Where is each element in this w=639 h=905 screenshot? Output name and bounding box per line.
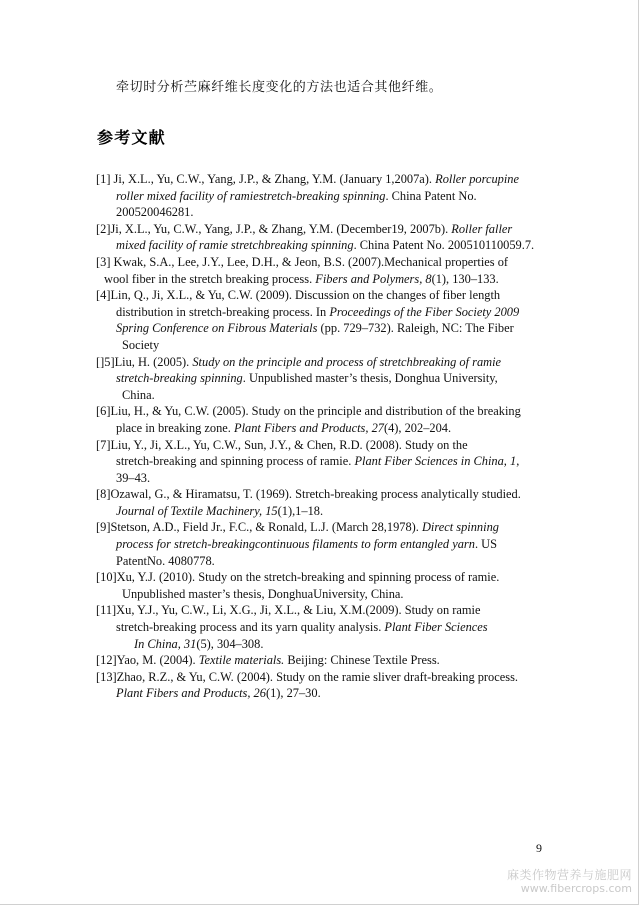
reference-8: [8]Ozawal, G., & Hiramatsu, T. (1969). Stretch-breaking process analytically studied. Journal of Textile Machinery, 15(1),1–18. xyxy=(96,487,521,518)
reference-10: [10]Xu, Y.J. (2010). Study on the stretch-breaking and spinning process of ramie. Unpublished master’s thesis, DonghuaUniversity, China. xyxy=(96,570,500,601)
reference-3: [3] Kwak, S.A., Lee, J.Y., Lee, D.H., & Jeon, B.S. (2007).Mechanical properties of wool fiber in the stretch breaking process. Fibers and Polymers, 8(1), 130–133. xyxy=(96,254,509,286)
watermark-url: www.fibercrops.com xyxy=(520,882,632,895)
reference-list xyxy=(96,171,546,702)
reference-9: [9]Stetson, A.D., Field Jr., F.C., & Ronald, L.J. (March 28,1978). Direct spinning process for stretch-breakingcontinuous filaments to form entangled yarn. US PatentNo. 4080778. xyxy=(96,520,499,568)
intro-text: 牵切时分析苎麻纤维长度变化的方法也适合其他纤维。 xyxy=(116,80,443,95)
reference-13: [13]Zhao, R.Z., & Yu, C.W. (2004). Study on the ramie sliver draft-breaking process. Plant Fibers and Products, 26(1), 27–30. xyxy=(96,669,518,701)
reference-5: []5]Liu, H. (2005). Study on the principle and process of stretchbreaking of ramie stretch-breaking spinning. Unpublished master’s thesis, Donghua University, China. xyxy=(96,354,502,402)
reference-4: [4]Lin, Q., Ji, X.L., & Yu, C.W. (2009). Discussion on the changes of fiber length distribution in stretch-breaking process. In Proceedings of the Fiber Society 2009 Spring Conference on Fibrous Materials (pp. 729–732). Raleigh, NC: The Fiber Society xyxy=(96,288,520,352)
reference-2: [2]Ji, X.L., Yu, C.W., Yang, J.P., & Zhang, Y.M. (December19, 2007b). Roller faller mixed facility of ramie stretchbreaking spinning. China Patent No. 200510110059.7. xyxy=(96,221,535,253)
watermark-site-name: 麻类作物营养与施肥网 xyxy=(506,868,632,882)
references-heading: 参考文献 xyxy=(97,128,166,147)
page-number: 9 xyxy=(536,841,542,855)
reference-7: [7]Liu, Y., Ji, X.L., Yu, C.W., Sun, J.Y., & Chen, R.D. (2008). Study on the stretch-breaking and spinning process of ramie. Plant Fiber Sciences in China, 1, 39–43. xyxy=(96,437,520,485)
site-watermark xyxy=(507,868,632,896)
reference-11: [11]Xu, Y.J., Yu, C.W., Li, X.G., Ji, X.L., & Liu, X.M.(2009). Study on ramie stretch-breaking process and its yarn quality analysis. Plant Fiber Sciences In China, 31(5), 304–308. xyxy=(96,603,488,651)
reference-1: [1] Ji, X.L., Yu, C.W., Yang, J.P., & Zhang, Y.M. (January 1,2007a). Roller porcupine roller mixed facility of ramiestretch-breaking spinning. China Patent No. 200520046281. xyxy=(96,172,519,220)
reference-12: [12]Yao, M. (2004). Textile materials. Beijing: Chinese Textile Press. xyxy=(96,653,440,668)
reference-6: [6]Liu, H., & Yu, C.W. (2005). Study on the principle and distribution of the breaking place in breaking zone. Plant Fibers and Products, 27(4), 202–204. xyxy=(96,404,521,435)
